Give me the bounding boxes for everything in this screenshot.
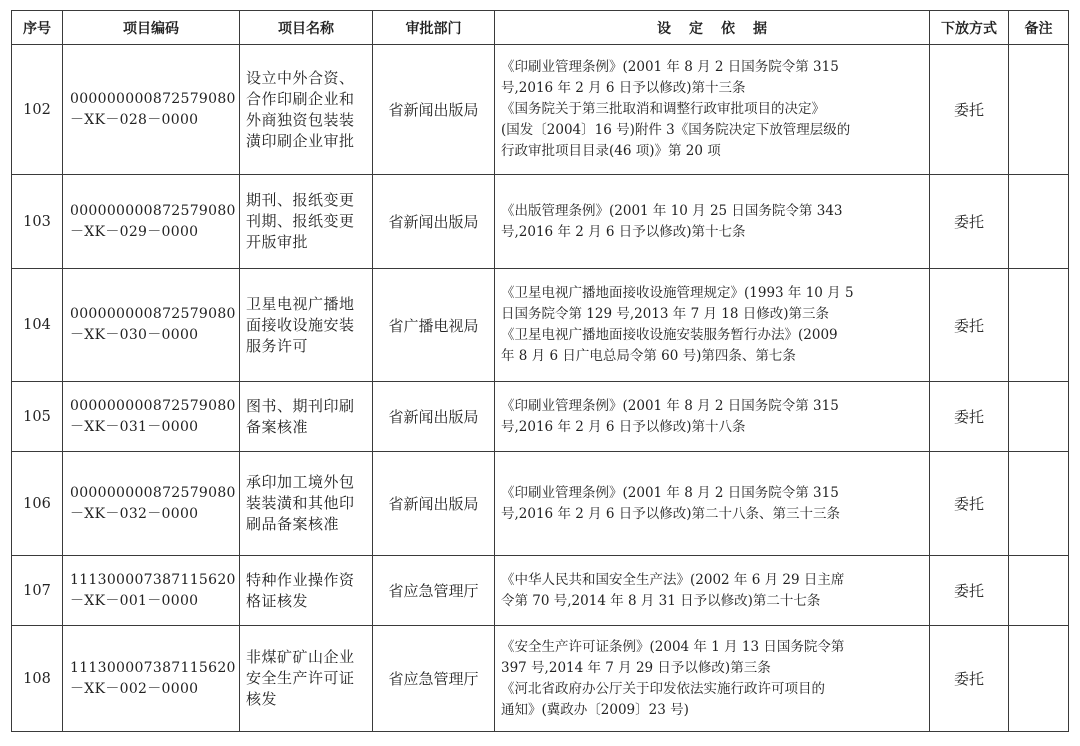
cell-code [63, 45, 240, 175]
cell-code [63, 382, 240, 452]
table-row [12, 269, 1069, 382]
name-line: 刊期、报纸变更 [246, 212, 355, 230]
cell-dept: 省新闻出版局 [373, 175, 495, 269]
code-line: －XK－031－0000 [70, 418, 199, 435]
name-line: 承印加工境外包 [246, 473, 355, 491]
name-line: 潢印刷企业审批 [246, 131, 355, 150]
code-line: 000000000872579080 [70, 484, 236, 501]
header-dept: 审批部门 [373, 11, 495, 45]
code-line: 000000000872579080 [70, 306, 236, 322]
code-line: 000000000872579080 [70, 202, 236, 219]
table-row [12, 626, 1069, 732]
cell-name [240, 45, 373, 175]
code-line: －XK－002－0000 [70, 680, 199, 697]
header-basis: 设定依据 [495, 11, 930, 45]
cell-dept: 省新闻出版局 [373, 45, 495, 175]
header-seq: 序号 [12, 11, 63, 45]
name-line: 外商独资包装装 [246, 110, 355, 129]
basis-line: (国发〔2004〕16 号)附件 3《国务院决定下放管理层级的 [501, 122, 851, 138]
basis-line: 《安全生产许可证条例》(2004 年 1 月 13 日国务院令第 [501, 638, 845, 655]
cell-note [1009, 556, 1069, 626]
name-line: 核发 [246, 690, 278, 708]
cell-dept: 省广播电视局 [373, 269, 495, 382]
basis-line: 日国务院令第 129 号,2013 年 7 月 18 日修改)第三条 [501, 306, 829, 322]
cell-basis [495, 382, 930, 452]
code-line: 000000000872579080 [70, 397, 236, 414]
basis-line: 《印刷业管理条例》(2001 年 8 月 2 日国务院令第 315 [501, 397, 839, 414]
cell-mode: 委托 [930, 45, 1009, 175]
table-container [11, 10, 1069, 732]
code-line: －XK－030－0000 [70, 327, 199, 343]
code-line: －XK－029－0000 [70, 223, 199, 240]
cell-basis [495, 175, 930, 269]
cell-dept: 省应急管理厅 [373, 626, 495, 732]
basis-line: 年 8 月 6 日广电总局令第 60 号)第四条、第七条 [501, 348, 796, 364]
name-line: 安全生产许可证 [246, 669, 355, 687]
code-line: －XK－032－0000 [70, 505, 199, 522]
header-note: 备注 [1009, 11, 1069, 45]
cell-name [240, 556, 373, 626]
cell-note [1009, 626, 1069, 732]
cell-mode: 委托 [930, 382, 1009, 452]
name-line: 特种作业操作资 [246, 570, 355, 589]
cell-code [63, 175, 240, 269]
basis-line: 号,2016 年 2 月 6 日予以修改)第十七条 [501, 223, 746, 240]
name-line: 刷品备案核准 [246, 515, 340, 533]
cell-name [240, 382, 373, 452]
cell-note [1009, 269, 1069, 382]
cell-note [1009, 382, 1069, 452]
code-line: －XK－001－0000 [70, 592, 199, 609]
basis-line: 《中华人民共和国安全生产法》(2002 年 6 月 29 日主席 [501, 571, 845, 588]
cell-seq: 102 [12, 45, 63, 175]
name-line: 格证核发 [246, 591, 309, 610]
cell-basis [495, 45, 930, 175]
cell-name [240, 269, 373, 382]
basis-line: 行政审批项目目录(46 项)》第 20 项 [501, 143, 721, 159]
cell-mode: 委托 [930, 269, 1009, 382]
name-line: 服务许可 [246, 336, 309, 355]
basis-line: 397 号,2014 年 7 月 29 日予以修改)第三条 [501, 659, 771, 676]
code-line: 111300007387115620 [70, 571, 236, 588]
basis-line: 《卫星电视广播地面接收设施安装服务暂行办法》(2009 [501, 327, 838, 343]
cell-name [240, 452, 373, 556]
table-row [12, 556, 1069, 626]
basis-line: 号,2016 年 2 月 6 日予以修改)第二十八条、第三十三条 [501, 505, 841, 522]
table-row [12, 175, 1069, 269]
basis-line: 《河北省政府办公厅关于印发依法实施行政许可项目的 [501, 680, 825, 697]
table-row [12, 382, 1069, 452]
basis-line: 通知》(冀政办〔2009〕23 号) [501, 701, 689, 718]
table-row [12, 45, 1069, 175]
approval-items-table [11, 10, 1069, 732]
name-line: 卫星电视广播地 [246, 294, 355, 313]
basis-line: 《出版管理条例》(2001 年 10 月 25 日国务院令第 343 [501, 202, 843, 219]
cell-basis [495, 626, 930, 732]
basis-line: 号,2016 年 2 月 6 日予以修改)第十三条 [501, 80, 746, 96]
basis-line: 《印刷业管理条例》(2001 年 8 月 2 日国务院令第 315 [501, 484, 839, 501]
cell-mode: 委托 [930, 452, 1009, 556]
name-line: 开版审批 [246, 233, 309, 251]
cell-mode: 委托 [930, 626, 1009, 732]
code-line: 000000000872579080 [70, 90, 236, 107]
basis-line: 令第 70 号,2014 年 8 月 31 日予以修改)第二十七条 [501, 592, 821, 609]
cell-dept: 省新闻出版局 [373, 452, 495, 556]
name-line: 装装潢和其他印 [246, 494, 355, 512]
header-mode: 下放方式 [930, 11, 1009, 45]
table-row [12, 452, 1069, 556]
cell-seq: 106 [12, 452, 63, 556]
cell-seq: 104 [12, 269, 63, 382]
cell-code [63, 626, 240, 732]
cell-dept: 省新闻出版局 [373, 382, 495, 452]
cell-seq: 108 [12, 626, 63, 732]
cell-note [1009, 452, 1069, 556]
cell-code [63, 452, 240, 556]
name-line: 备案核准 [246, 417, 309, 436]
cell-seq: 105 [12, 382, 63, 452]
cell-code [63, 269, 240, 382]
basis-line: 《卫星电视广播地面接收设施管理规定》(1993 年 10 月 5 [501, 285, 854, 301]
cell-basis [495, 452, 930, 556]
cell-mode: 委托 [930, 556, 1009, 626]
header-name: 项目名称 [240, 11, 373, 45]
cell-name [240, 175, 373, 269]
code-line: 111300007387115620 [70, 659, 236, 676]
basis-line: 《国务院关于第三批取消和调整行政审批项目的决定》 [501, 101, 825, 117]
cell-basis [495, 556, 930, 626]
basis-line: 号,2016 年 2 月 6 日予以修改)第十八条 [501, 418, 746, 435]
cell-name [240, 626, 373, 732]
cell-basis [495, 269, 930, 382]
cell-seq: 107 [12, 556, 63, 626]
header-code: 项目编码 [63, 11, 240, 45]
basis-line: 《印刷业管理条例》(2001 年 8 月 2 日国务院令第 315 [501, 59, 839, 75]
cell-note [1009, 175, 1069, 269]
cell-code [63, 556, 240, 626]
name-line: 图书、期刊印刷 [246, 396, 355, 415]
header-row [12, 11, 1069, 45]
cell-dept: 省应急管理厅 [373, 556, 495, 626]
name-line: 面接收设施安装 [246, 315, 355, 334]
cell-mode: 委托 [930, 175, 1009, 269]
name-line: 设立中外合资、 [246, 68, 355, 87]
name-line: 期刊、报纸变更 [246, 191, 355, 209]
cell-seq: 103 [12, 175, 63, 269]
name-line: 非煤矿矿山企业 [246, 648, 355, 666]
cell-note [1009, 45, 1069, 175]
code-line: －XK－028－0000 [70, 111, 199, 128]
name-line: 合作印刷企业和 [246, 89, 355, 108]
